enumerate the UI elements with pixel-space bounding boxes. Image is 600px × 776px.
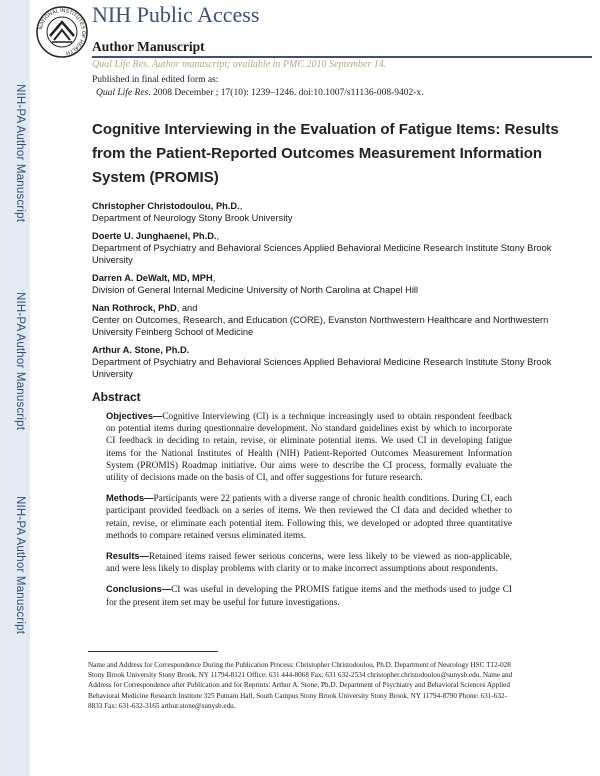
author-suffix: , [239, 201, 243, 211]
author-affiliation: Department of Neurology Stony Brook University [92, 213, 293, 223]
abstract-heading: Abstract [92, 390, 141, 404]
side-banner [0, 0, 30, 776]
abstract-label: Methods— [106, 493, 154, 504]
abstract-text: Participants were 22 patients with a diverse range of chronic health conditions. During CI, each participant provided feedback on a series of items. We then reviewed the CI data and decided whether to retain, revise, or eliminate each potential item. Following this, we developed or adopted three quantitative methods to compare retained versus eliminated items. [106, 494, 512, 541]
author-list [92, 200, 562, 386]
footnote-rule [88, 651, 218, 652]
abstract-text: Cognitive Interviewing (CI) is a technique increasingly used to obtain respondent feedback on potential items during questionnaire development. No standard guidelines exist by which to incorporate CI feedback in deciding to retain, revise, or eliminate potential items. We used CI in developing fatigue items for the National Institutes of Health (NIH) Patient-Reported Outcomes Measurement Information System (PROMIS) Roadmap initiative. Our aims were to describe the CI process, formally evaluate the utility of decisions made on the basis of CI, and offer suggestions for future research. [106, 412, 512, 484]
abstract-objectives [106, 410, 512, 484]
abstract-label: Objectives— [106, 411, 163, 421]
publication-line2 [92, 87, 424, 100]
article-title: Cognitive Interviewing in the Evaluation of Fatigue Items: Results from the Patient-Reported Outcomes Measurement Information System (PROMIS) [92, 121, 559, 186]
author-name: Doerte U. Junghaenel, Ph.D. [92, 231, 217, 241]
author-name: Darren A. DeWalt, MD, MPH [92, 273, 213, 283]
author-entry [92, 344, 562, 380]
nih-seal-logo [36, 6, 88, 58]
abstract-body [106, 410, 512, 617]
logo-ring-text: NATIONAL INSTITUTES OF HEALTH [38, 7, 87, 56]
author-name: Arthur A. Stone, Ph.D. [92, 345, 190, 355]
author-affiliation: Department of Psychiatry and Behavioral Sciences Applied Behavioral Medicine Research Institute Stony Brook University [92, 357, 552, 379]
abstract-text: Retained items raised fewer serious concerns, were less likely to be viewed as non-applicable, and were less likely to display problems with clarity or to make incorrect assumptions about respondents. [106, 552, 512, 575]
author-entry [92, 302, 562, 338]
side-label-middle: NIH-PA Author Manuscript [14, 292, 26, 431]
author-entry [92, 230, 562, 266]
header-subtitle: Author Manuscript [92, 39, 205, 54]
side-label-bottom: NIH-PA Author Manuscript [14, 496, 26, 635]
publication-details: . 2008 December ; 17(10): 1239–1246. doi:10.1007/s11136-008-9402-x. [148, 88, 424, 98]
header-title: NIH Public Access [92, 2, 260, 27]
author-name: Christopher Christodoulou, Ph.D. [92, 201, 240, 211]
author-name: Nan Rothrock, PhD [92, 303, 177, 313]
correspondence-footnote: Name and Address for Correspondence During the Publication Process: Christopher Christodoulou, Ph.D. Department of Neurology HSC T12-028 Stony Brook University Stony Brook, NY 11794-8121 Office: 631 444-8068 Fax: 631 632-2534 christopher.christodoulou@sunysb.edu. Name and Address for Correspondence after Publication and for Reprints: Arthur A. Stone, Ph.D. Department of Psychiatry and Behavioral Sciences Applied Behavioral Medicine Research Institute 325 Putnam Hall, South Campus Stony Brook University Stony Brook, NY 11794-8790 Phone: 631-632-8833 Fax: 631-632-3165 arthur.stone@sunysb.edu. [88, 661, 513, 710]
author-suffix: , [216, 231, 220, 241]
publication-info [92, 74, 424, 100]
publication-line1: Published in final edited form as: [92, 75, 219, 85]
publication-journal: Qual Life Res [96, 88, 149, 98]
author-affiliation: Department of Psychiatry and Behavioral Sciences Applied Behavioral Medicine Research Institute Stony Brook University [92, 243, 552, 265]
author-suffix: , and [176, 303, 198, 313]
author-affiliation: Division of General Internal Medicine University of North Carolina at Chapel Hill [92, 285, 419, 295]
author-entry [92, 272, 562, 296]
author-suffix: , [212, 273, 216, 283]
header-citation: Qual Life Res. Author manuscript; available in PMC 2010 September 14. [92, 59, 387, 70]
side-label-top: NIH-PA Author Manuscript [14, 84, 26, 223]
author-affiliation: Center on Outcomes, Research, and Education (CORE), Evanston Northwestern Healthcare and Northwestern University Feinberg School of Medicine [92, 315, 549, 337]
header-rule [92, 56, 592, 58]
abstract-label: Results— [106, 551, 149, 562]
author-entry [92, 200, 562, 224]
abstract-label: Conclusions— [106, 584, 172, 595]
abstract-results [106, 550, 512, 575]
abstract-conclusions [106, 583, 512, 608]
abstract-methods [106, 492, 512, 542]
abstract-text: CI was useful in developing the PROMIS fatigue items and the methods used to judge CI for the present item set may be useful for future investigations. [106, 585, 512, 608]
